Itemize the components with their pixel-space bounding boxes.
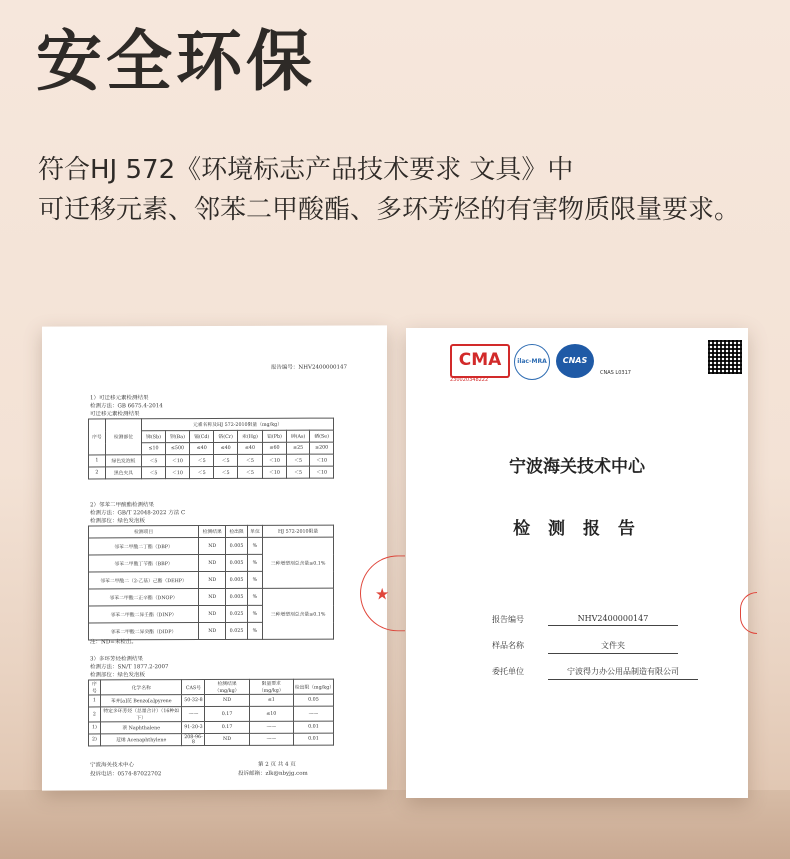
field-value-client: 宁波得力办公用品制造有限公司 [548, 666, 698, 680]
col-elements: 元素名称及HJ 572-2010限量（mg/kg） [142, 418, 334, 431]
table-row [89, 721, 334, 734]
row-unit: % [247, 537, 262, 554]
section-1-title: 1）可迁移元素检测结果 [90, 395, 149, 402]
row-limit: —— [249, 733, 293, 745]
row-cas: 208-96-8 [182, 734, 205, 746]
seal-stamp [360, 555, 405, 631]
row-limit: —— [249, 721, 293, 733]
pah-table [88, 679, 334, 747]
col-no: 序号 [89, 419, 106, 455]
row-value: ＜5 [189, 455, 213, 467]
footer-page: 第 2 页 共 4 页 [258, 761, 296, 768]
field-label-sample: 样品名称 [492, 641, 524, 650]
row-result: ND [199, 622, 226, 639]
field-label-client: 委托单位 [492, 667, 524, 676]
row-value: ＜10 [310, 466, 334, 478]
cover-seal-stamp [740, 592, 757, 634]
row-lod: 0.05 [293, 694, 333, 706]
row-lod: 0.025 [226, 622, 247, 639]
row-value: ＜5 [142, 467, 166, 479]
row-no: 2) [89, 734, 101, 746]
row-lod: 0.005 [226, 571, 247, 588]
row-item: 邻苯二甲酸丁苄酯（BBP） [89, 555, 199, 572]
element-name: 镉(Cd) [189, 431, 213, 443]
phthalate-col-header: 检出限 [226, 525, 247, 537]
element-limit: ≤10 [142, 443, 166, 455]
pah-col-header: 检出限（mg/kg） [293, 679, 333, 694]
row-result: ND [199, 537, 226, 554]
star-icon: ★ [375, 584, 390, 604]
row-lod: 0.005 [226, 554, 247, 571]
row-value: ＜5 [286, 466, 309, 478]
element-limit: ≤40 [237, 442, 262, 454]
section-3-title: 3）多环芳烃检测结果 [90, 656, 143, 663]
row-result: 0.17 [205, 721, 249, 733]
table-row [89, 733, 334, 746]
cnas-number: CNAS L0317 [600, 370, 631, 376]
qr-code [708, 340, 742, 374]
row-cas: 91-20-3 [182, 722, 205, 734]
report-page [42, 325, 390, 790]
row-lod: 0.025 [226, 605, 247, 622]
row-value: ＜10 [263, 466, 287, 478]
row-name: 苊烯 Acenaphthylene [100, 734, 182, 746]
pah-col-header: 序号 [89, 680, 101, 695]
row-result: ND [199, 588, 226, 605]
row-unit: % [247, 571, 262, 588]
section-1-method: 检测方法：GB 6675.4-2014 [90, 403, 163, 410]
cover-page [406, 328, 748, 798]
cma-number: 230020348222 [450, 377, 489, 383]
row-name: 特定多环芳烃（总量合计）（16种如下） [100, 707, 182, 722]
row-lod: 0.01 [293, 721, 333, 733]
row-unit: % [247, 588, 262, 605]
pah-col-header: 化学名称 [100, 680, 182, 695]
table-row [89, 694, 334, 707]
row-limit: ≤1 [249, 694, 293, 706]
row-value: ＜5 [237, 454, 262, 466]
element-limit: ≤60 [263, 442, 287, 454]
ilac-logo: ilac-MRA [514, 344, 550, 380]
row-no: 2 [89, 707, 101, 722]
element-name: 汞(Hg) [237, 430, 262, 442]
row-no: 1) [89, 722, 101, 734]
row-result: ND [199, 571, 226, 588]
row-result: ND [205, 733, 249, 745]
row-unit: % [247, 605, 262, 622]
row-value: ＜10 [310, 454, 334, 466]
pah-col-header: 检测结果（mg/kg） [205, 679, 249, 694]
description-line-2: 可迁移元素、邻苯二甲酸酯、多环芳烃的有害物质限量要求。 [38, 195, 741, 225]
phthalate-col-header: 单位 [247, 525, 262, 537]
col-part: 检测部位 [105, 419, 141, 455]
field-value-report-no: NHV2400000147 [548, 614, 678, 626]
row-value: ＜5 [142, 455, 166, 467]
cnas-logo: CNAS [556, 344, 594, 378]
row-value: ＜5 [214, 454, 237, 466]
footer-mail: 投诉邮箱：zlk@nbyjg.com [238, 770, 308, 777]
row-result: ND [199, 554, 226, 571]
row-item: 邻苯二甲酸二丁酯（DBP） [89, 538, 199, 555]
row-limit: 三种增塑剂总含量≤0.1% [263, 537, 334, 588]
element-limit: ≤40 [214, 442, 237, 454]
row-part: 绿色发泡板 [105, 455, 141, 467]
row-item: 邻苯二甲酸二正辛酯（DNOP） [89, 589, 199, 606]
row-item: 邻苯二甲酸二（2-乙基）己酯（DEHP） [89, 572, 199, 589]
row-item: 邻苯二甲酸二异壬酯（DINP） [89, 606, 199, 623]
element-name: 铬(Cr) [214, 430, 237, 442]
row-name: 萘 Naphthalene [100, 722, 182, 734]
table-row [89, 466, 334, 479]
section-2-part: 检测部位：绿色发泡板 [90, 518, 146, 525]
row-name: 苯并[a]芘 Benzo[a]pyrene [100, 695, 182, 707]
org-name: 宁波海关技术中心 [509, 457, 645, 477]
floor [0, 790, 790, 859]
row-part: 黑色夹具 [105, 467, 141, 479]
footer-tel: 投诉电话：0574-87022702 [90, 771, 162, 778]
headline: 安全环保 [36, 23, 316, 100]
row-value: ＜10 [165, 467, 189, 479]
element-name: 锑(Sb) [142, 431, 166, 443]
element-limit: ≤25 [286, 442, 309, 454]
row-item: 邻苯二甲酸二异癸酯（DIDP） [89, 623, 199, 640]
row-value: ＜5 [237, 466, 262, 478]
row-value: ＜10 [263, 454, 287, 466]
phthalate-table [88, 525, 334, 641]
row-value: ＜10 [165, 455, 189, 467]
row-unit: % [247, 554, 262, 571]
footer-org: 宁波海关技术中心 [90, 762, 135, 769]
row-result: 0.17 [205, 706, 249, 721]
row-lod: 0.01 [293, 733, 333, 745]
table-row [89, 454, 334, 467]
element-name: 砷(As) [286, 430, 309, 442]
section-2-note: 注：ND=未检出。 [90, 639, 137, 646]
row-no: 1 [89, 695, 101, 707]
table-row [89, 588, 334, 606]
section-3-method: 检测方法：SN/T 1877.2-2007 [90, 664, 169, 671]
row-cas: 50-32-8 [182, 695, 205, 707]
elements-table [88, 418, 334, 480]
section-1-table-title: 可迁移元素检测结果 [90, 411, 140, 418]
row-result: ND [199, 605, 226, 622]
row-lod: 0.005 [226, 588, 247, 605]
element-limit: ≤200 [310, 442, 334, 454]
element-limit: ≤40 [189, 443, 213, 455]
phthalate-col-header: 检测项目 [89, 526, 199, 538]
description [38, 150, 740, 230]
pah-col-header: CAS号 [182, 680, 205, 695]
element-name: 铅(Pb) [263, 430, 287, 442]
element-name: 硒(Se) [310, 430, 334, 442]
row-value: ＜5 [189, 467, 213, 479]
cma-logo: CMA [450, 344, 510, 378]
element-limit: ≤500 [165, 443, 189, 455]
row-unit: % [247, 622, 262, 639]
field-label-report-no: 报告编号 [492, 615, 524, 624]
section-3-part: 检测部位：绿色发泡板 [90, 672, 146, 679]
table-row [89, 706, 334, 722]
section-2-method: 检测方法：GB/T 22048-2022 方法 C [90, 510, 186, 517]
document-title: 检 测 报 告 [513, 519, 641, 539]
element-name: 钡(Ba) [165, 431, 189, 443]
row-value: ＜5 [214, 466, 237, 478]
row-lod: —— [293, 706, 333, 721]
row-no: 2 [89, 467, 106, 479]
row-cas: —— [182, 707, 205, 722]
row-result: ND [205, 694, 249, 706]
pah-col-header: 限量要求（mg/kg） [249, 679, 293, 694]
phthalate-col-header: HJ 572-2010限量 [263, 525, 334, 537]
row-value: ＜5 [286, 454, 309, 466]
row-limit: 三种增塑剂总含量≤0.1% [263, 588, 334, 639]
row-lod: 0.005 [226, 537, 247, 554]
row-no: 1 [89, 455, 106, 467]
field-value-sample: 文件夹 [548, 640, 678, 654]
report-number: 报告编号：NHV2400000147 [270, 364, 347, 371]
section-2-title: 2）邻苯二甲酸酯检测结果 [90, 502, 155, 509]
row-limit: ≤10 [249, 706, 293, 721]
phthalate-col-header: 检测结果 [199, 525, 226, 537]
table-row [89, 537, 334, 555]
description-line-1: 符合HJ 572《环境标志产品技术要求 文具》中 [38, 155, 574, 185]
